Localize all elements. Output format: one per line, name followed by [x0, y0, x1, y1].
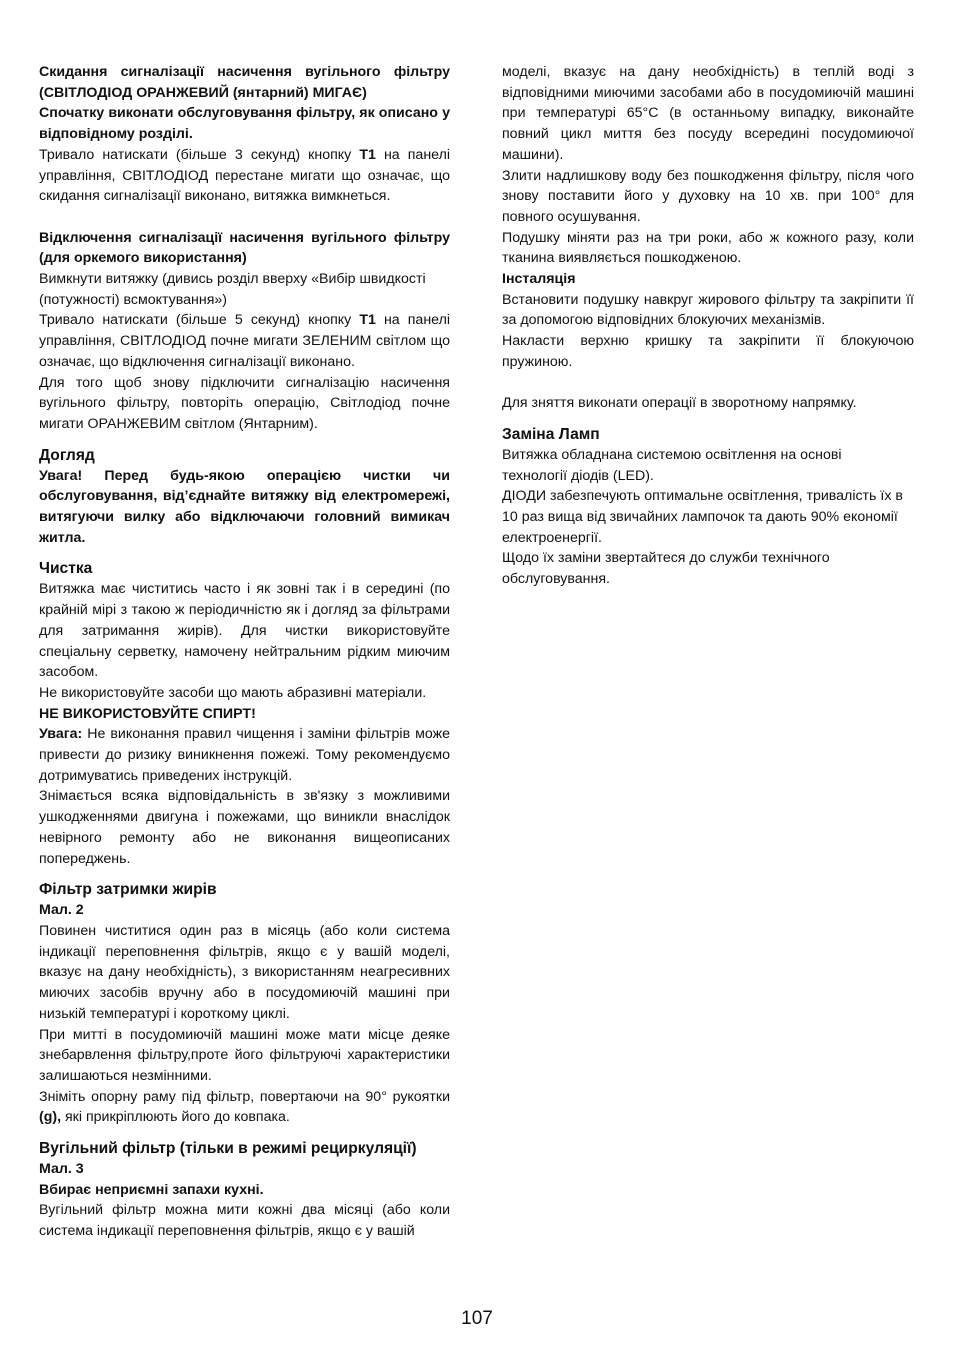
text-span: Не виконання правил чищення і заміни фільтрів може привести до ризику виникнення пожежі. Тому рекомендуємо дотримуватись приведених інструкцій. [39, 726, 450, 784]
installation-heading: Інсталяція [502, 271, 576, 288]
disable-alarm-title: Відключення сигналізації насичення вугільного фільтру (для оркемого використання) [39, 229, 450, 267]
lamp-text-2: ДІОДИ забезпечують оптимальне освітлення, тривалість їх в 10 раз вища від звичайних лампочок та дають 90% економії електроенергії. [502, 488, 903, 546]
lamp-text-3: Щодо їх заміни звертайтеся до служби технічного обслуговування. [502, 550, 830, 588]
care-heading: Догляд [39, 446, 95, 464]
text-span: які прикріплюють його до ковпака. [61, 1109, 290, 1126]
grease-filter-heading: Фільтр затримки жирів [39, 881, 217, 899]
right-column [502, 62, 914, 590]
cleaning-warning [39, 724, 450, 786]
handle-key-g: (g), [39, 1109, 62, 1126]
reset-alarm-text [39, 145, 450, 207]
disable-alarm-step2 [39, 310, 450, 372]
removal-text: Для зняття виконати операції в зворотному напрямку. [502, 395, 857, 412]
cleaning-text-1: Витяжка має чиститись часто і як зовні так і в середині (по крайній мірі з такою ж періодичністю як і догляд за фільтрами для затримання жирів). Для чистки використовуйте спеціальну серветку, намочену нейтральним рідким миючим засобом. [39, 581, 450, 681]
carbon-filter-text-1: Вугільний фільтр можна мити кожні два місяці (або коли система індикації переповнення фільтрів, якщо є у вашій [39, 1202, 450, 1240]
button-key-t1: T1 [359, 312, 376, 329]
reset-alarm-subtitle: Спочатку виконати обслуговування фільтру, як описано у відповідному розділі. [39, 105, 450, 143]
carbon-filter-text-2: моделі, вказує на дану необхідність) в теплій воді з відповідними миючими засобами або в посудомиючій машині при температурі 65°C (в останньому випадку, виконайте повний цикл миття без посуду всередині посудомиючої машини). [502, 64, 914, 163]
carbon-filter-text-4: Подушку міняти раз на три роки, або ж кожного разу, коли тканина виявляється пошкодженою. [502, 229, 914, 267]
disable-alarm-step3: Для того щоб знову підключити сигналізацію насичення вугільного фільтру, повторіть операцію, Світлодіод почне мигати ОРАНЖЕВИМ світлом (Янтарним). [39, 374, 450, 432]
installation-text-1: Встановити подушку навкруг жирового фільтру та закріпити її за допомогою відповідних блокуючих механізмів. [502, 291, 914, 329]
carbon-filter-heading: Вугільний фільтр (тільки в режимі рециркуляції) [39, 1140, 417, 1158]
lamp-text-1: Витяжка обладнана системою освітлення на основі технології діодів (LED). [502, 446, 842, 484]
lamp-replacement-heading: Заміна Ламп [502, 425, 600, 443]
grease-filter-text-2: При митті в посудомиючій машині може мати місце деяке знебарвлення фільтру,проте його фільтруючі характеристики залишаються незмінними. [39, 1026, 450, 1084]
carbon-filter-text-3: Злити надлишкову воду без пошкодження фільтру, після чого знову поставити його у духовку на 10 хв. при 100° для повного осушування. [502, 167, 914, 225]
cleaning-heading: Чистка [39, 560, 93, 578]
disable-alarm-step1: Вимкнути витяжку (дивись розділ вверху «Вибір швидкості (потужності) всмоктування») [39, 271, 426, 308]
warning-label: Увага: [39, 726, 83, 743]
cleaning-text-2: Не використовуйте засоби що мають абразивні матеріали. [39, 684, 427, 701]
liability-text: Знімається всяка відповідальність в зв'язку з можливими ушкодженнями двигуна і пожежами, що виникли внаслідок невірного ремонту або не виконання вищеописаних попереджень. [39, 788, 450, 867]
installation-text-2: Накласти верхню кришку та закріпити її блокуючою пружиною. [502, 333, 914, 370]
text-span: Тривало натискати (більше 5 секунд) кнопку [39, 312, 360, 329]
care-warning: Увага! Перед будь-якою операцією чистки чи обслуговування, від’єднайте витяжку від електромережі, витягуючи вилку або відключаючи головний вимикач житла. [39, 467, 450, 546]
button-key-t1: T1 [359, 146, 376, 163]
text-span: на панелі управління, СВІТЛОДІОД перестане мигати що означає, що скидання сигналізації виконано, витяжка вимкнеться. [39, 146, 451, 205]
grease-filter-text-1: Повинен чиститися один раз в місяць (або коли система індикації переповнення фільтрів, якщо є у вашій моделі, вказує на дану необхідність), з використанням неагресивних миючих засобів вручну або в посудомиючій машині при низькій температурі і короткому циклі. [39, 923, 450, 1022]
grease-filter-text-3 [39, 1087, 450, 1128]
text-span: на панелі управління, СВІТЛОДІОД почне мигати ЗЕЛЕНИМ світлом що означає, що відключення сигналізації виконано. [39, 312, 451, 370]
grease-filter-figure: Мал. 2 [39, 902, 84, 919]
page-number: 107 [461, 1308, 493, 1329]
text-span: Тривало натискати (більше 3 секунд) кнопку [39, 146, 360, 163]
carbon-filter-figure: Мал. 3 [39, 1161, 84, 1178]
carbon-filter-subtitle: Вбирає неприємні запахи кухні. [39, 1181, 264, 1198]
text-span: Зніміть опорну раму під фільтр, повертаючи на 90° рукоятки [39, 1088, 450, 1105]
no-alcohol-warning: НЕ ВИКОРИСТОВУЙТЕ СПИРТ! [39, 705, 256, 722]
left-column [39, 62, 450, 1242]
reset-alarm-title: Скидання сигналізації насичення вугільного фільтру (СВІТЛОДІОД ОРАНЖЕВИЙ (янтарний) МИГАЄ) [39, 64, 450, 101]
